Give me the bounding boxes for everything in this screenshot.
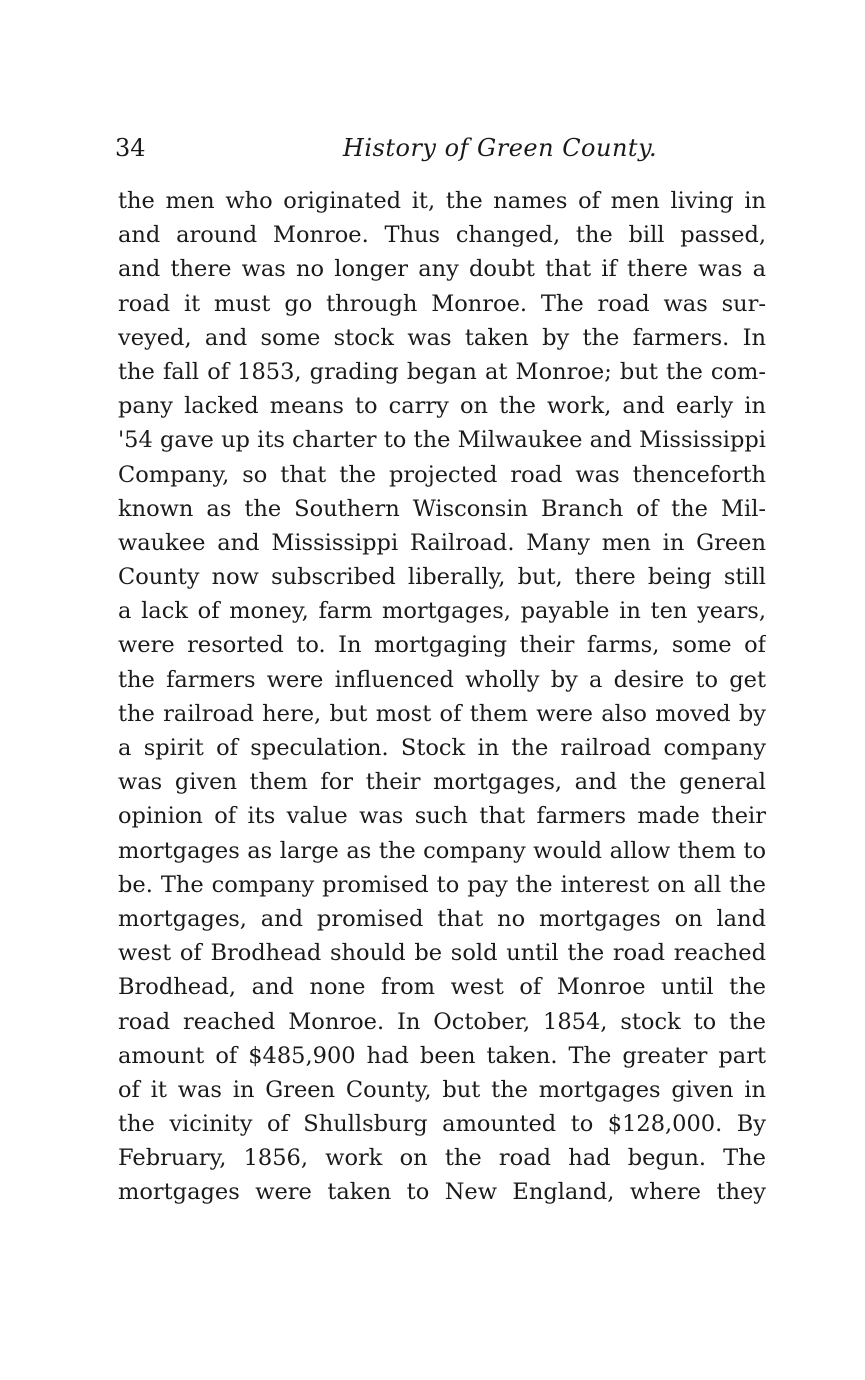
text-line: be. The company promised to pay the interest on all the [118, 871, 766, 898]
running-head [115, 128, 765, 168]
text-line: veyed, and some stock was taken by the farmers. In [118, 324, 766, 351]
text-line: pany lacked means to carry on the work, and early in [118, 393, 766, 420]
text-line: mortgages, and promised that no mortgages on land [118, 905, 766, 932]
text-line: of it was in Green County, but the mortgages given in [118, 1076, 766, 1103]
text-line: known as the Southern Wisconsin Branch of the Mil- [118, 495, 766, 522]
text-line: and around Monroe. Thus changed, the bill passed, [118, 222, 766, 249]
text-line: and there was no longer any doubt that if there was a [118, 256, 766, 283]
text-line: Company, so that the projected road was thenceforth [118, 461, 766, 488]
text-line: road reached Monroe. In October, 1854, stock to the [118, 1008, 766, 1035]
text-line: a spirit of speculation. Stock in the railroad company [118, 735, 766, 761]
text-line: the fall of 1853, grading began at Monroe; but the com- [118, 358, 766, 385]
text-line: mortgages were taken to New England, where they [118, 1179, 766, 1206]
text-line: waukee and Mississippi Railroad. Many men in Green [118, 529, 766, 556]
text-line: County now subscribed liberally, but, there being still [118, 564, 766, 591]
text-line: opinion of its value was such that farmers made their [118, 803, 766, 830]
running-title: History of Green County. [342, 134, 658, 162]
text-line: mortgages as large as the company would allow them to [118, 837, 766, 864]
page-number: 34 [115, 134, 146, 162]
text-line: was given them for their mortgages, and the general [118, 769, 766, 796]
text-line: amount of $485,900 had been taken. The greater part [118, 1042, 766, 1069]
body-text [118, 184, 766, 1210]
text-line: February, 1856, work on the road had begun. The [118, 1145, 766, 1172]
text-line: road it must go through Monroe. The road was sur- [118, 290, 766, 317]
text-line: the men who originated it, the names of men living in [118, 188, 766, 214]
text-line: west of Brodhead should be sold until the road reached [118, 940, 766, 967]
text-line: the farmers were influenced wholly by a desire to get [118, 666, 766, 693]
text-line: were resorted to. In mortgaging their farms, some of [118, 632, 766, 659]
text-line: Brodhead, and none from west of Monroe until the [118, 974, 766, 1001]
text-line: the railroad here, but most of them were also moved by [118, 700, 766, 727]
text-line: '54 gave up its charter to the Milwaukee and Mississippi [118, 427, 766, 454]
text-line: the vicinity of Shullsburg amounted to $128,000. By [118, 1111, 766, 1138]
text-line: a lack of money, farm mortgages, payable in ten years, [118, 598, 766, 625]
